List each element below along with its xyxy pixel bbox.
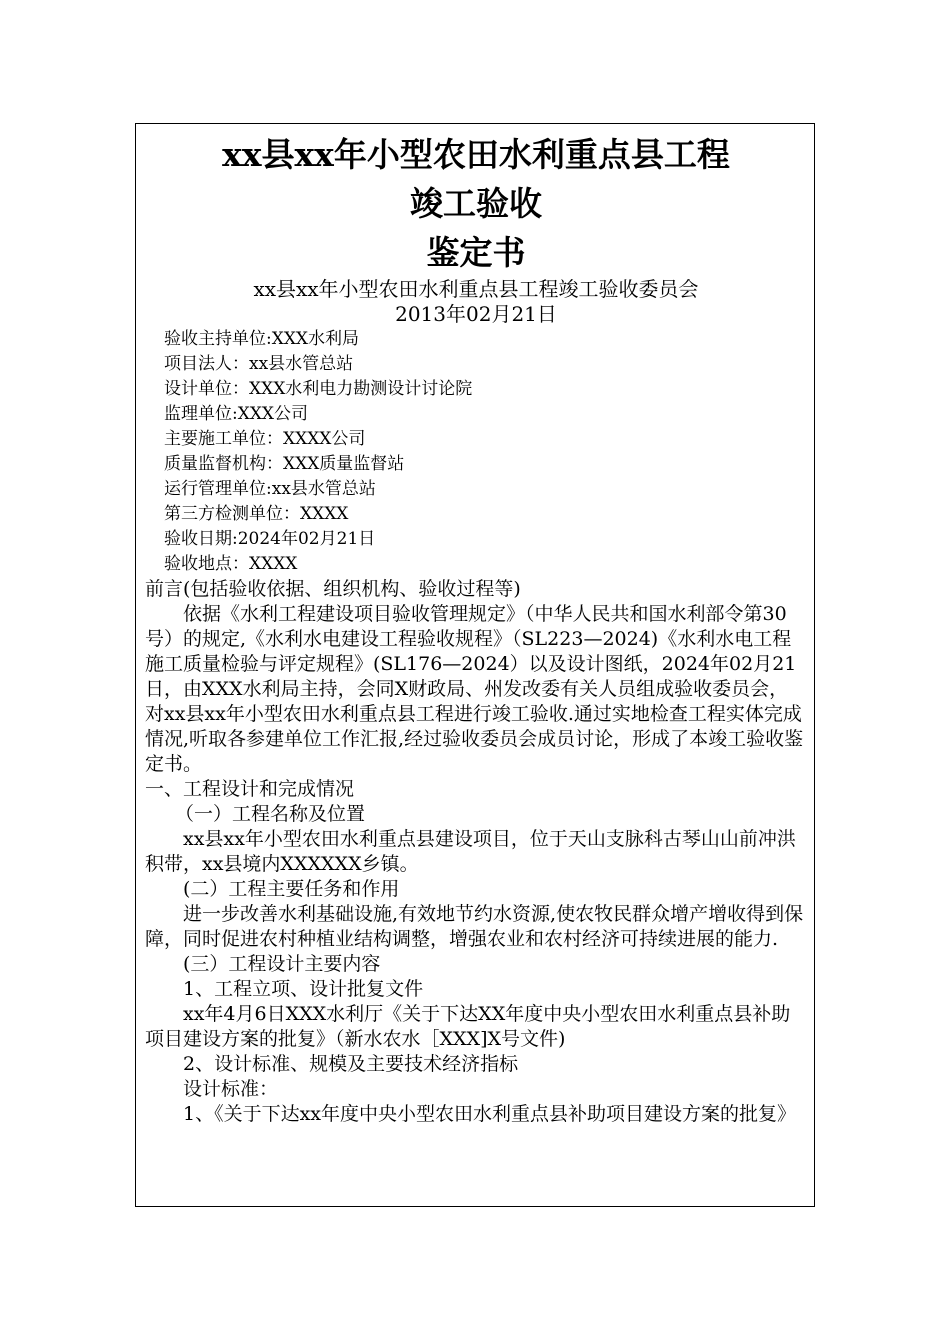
info-item: 主要施工单位：XXXX公司	[164, 429, 366, 449]
doc-title-line-3: 鉴定书	[426, 233, 526, 272]
committee-name: xx县xx年小型农田水利重点县工程竣工验收委员会	[253, 277, 699, 301]
info-item: 监理单位:XXX公司	[164, 404, 309, 424]
preface-heading: 前言(包括验收依据、组织机构、验收过程等)	[145, 578, 521, 600]
info-list	[145, 327, 807, 577]
subsection-body: xx县xx年小型农田水利重点县建设项目，位于天山支脉科古琴山山前冲洪积带，xx县境内XXXXXX乡镇。	[145, 828, 796, 875]
info-item: 设计单位：XXX水利电力勘测设计讨论院	[164, 379, 473, 399]
item-heading: 2、设计标准、规模及主要技术经济指标	[183, 1053, 519, 1075]
subsection-heading: (三）工程设计主要内容	[183, 953, 381, 975]
info-item: 运行管理单位:xx县水管总站	[164, 479, 376, 499]
design-standard-label: 设计标准：	[183, 1078, 279, 1100]
info-item: 项目法人：xx县水管总站	[164, 354, 354, 374]
design-standard-item: 1、《关于下达xx年度中央小型农田水利重点县补助项目建设方案的批复》	[183, 1103, 797, 1125]
doc-title-line-1: xx县xx年小型农田水利重点县工程	[222, 135, 730, 174]
info-item: 验收主持单位:XXX水利局	[164, 329, 360, 349]
info-item: 验收日期:2024年02月21日	[164, 529, 376, 549]
info-item: 第三方检测单位：XXXX	[164, 504, 349, 524]
document-date: 2013年02月21日	[395, 302, 557, 326]
info-item: 验收地点：XXXX	[164, 554, 298, 574]
item-body: xx年4月6日XXX水利厅《关于下达XX年度中央小型农田水利重点县补助项目建设方案的批复》（新水农水［XXX]X号文件)	[145, 1003, 791, 1050]
section-heading: 一、工程设计和完成情况	[145, 778, 355, 800]
doc-title-line-2: 竣工验收	[410, 184, 542, 223]
info-item: 质量监督机构：XXX质量监督站	[164, 454, 405, 474]
item-heading: 1、工程立项、设计批复文件	[183, 978, 424, 1000]
preface-body: 依据《水利工程建设项目验收管理规定》（中华人民共和国水利部令第30号）的规定,《水利水电建设工程验收规程》（SL223—2024)《水利水电工程施工质量检验与评定规程》(SL176—2024）以及设计图纸，2024年02月21日，由XXX水利局主持，会同X财政局、州发改委有关人员组成验收委员会，对xx县xx年小型农田水利重点县工程进行竣工验收.通过实地检查工程实体完成情况,听取各参建单位工作汇报,经过验收委员会成员讨论，形成了本竣工验收鉴定书。	[145, 603, 804, 775]
document-frame	[135, 123, 815, 1207]
document-content	[145, 130, 807, 1127]
subsection-heading: （一）工程名称及位置	[175, 803, 366, 825]
subsection-body: 进一步改善水利基础设施,有效地节约水资源,使农牧民群众增产增收得到保障，同时促进农村种植业结构调整，增强农业和农村经济可持续进展的能力.	[145, 903, 804, 950]
subsection-heading: (二）工程主要任务和作用	[183, 878, 400, 900]
